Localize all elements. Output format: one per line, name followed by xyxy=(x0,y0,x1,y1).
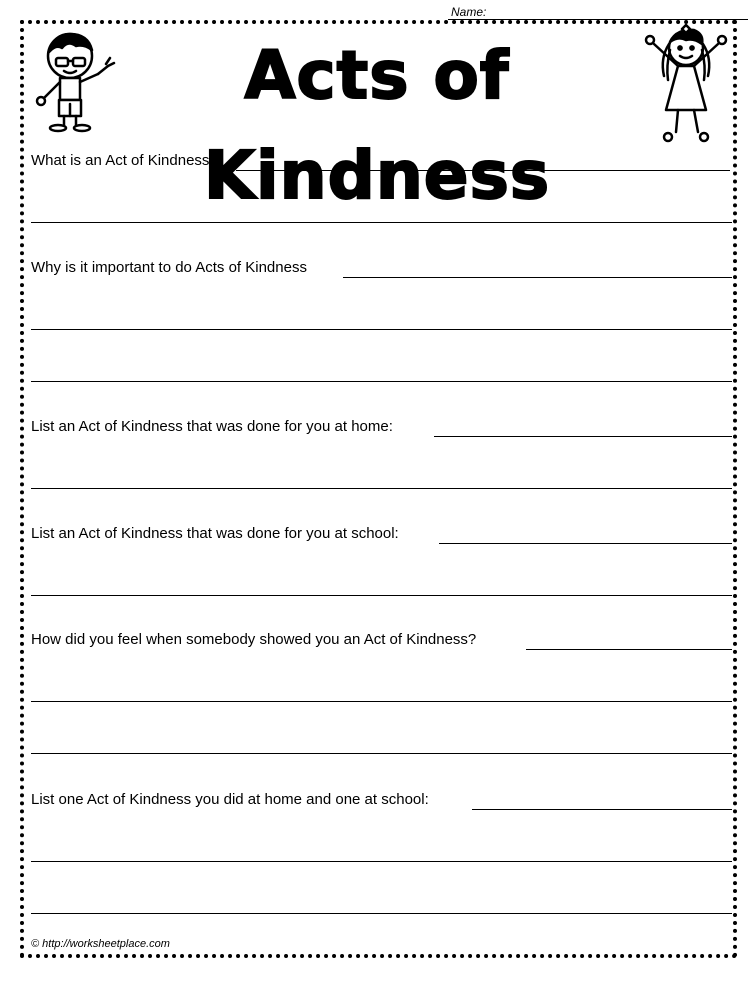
answer-line-5a[interactable] xyxy=(526,649,732,650)
answer-line-5c[interactable] xyxy=(31,753,732,754)
answer-line-2b[interactable] xyxy=(31,329,732,330)
answer-line-6a[interactable] xyxy=(472,809,732,810)
girl-with-pigtails-icon xyxy=(638,24,738,150)
answer-line-3a[interactable] xyxy=(434,436,732,437)
answer-line-1b[interactable] xyxy=(31,222,732,223)
name-label: Name: xyxy=(451,5,487,19)
answer-line-1a[interactable] xyxy=(236,170,730,171)
question-6: List one Act of Kindness you did at home and one at school: xyxy=(31,791,429,808)
answer-line-6b[interactable] xyxy=(31,861,732,862)
question-2: Why is it important to do Acts of Kindness xyxy=(31,259,307,276)
answer-line-6c[interactable] xyxy=(31,913,732,914)
question-4: List an Act of Kindness that was done for you at school: xyxy=(31,525,399,542)
answer-line-4a[interactable] xyxy=(439,543,732,544)
answer-line-2c[interactable] xyxy=(31,381,732,382)
answer-line-3b[interactable] xyxy=(31,488,732,489)
answer-line-2a[interactable] xyxy=(343,277,732,278)
answer-line-4b[interactable] xyxy=(31,595,732,596)
answer-line-5b[interactable] xyxy=(31,701,732,702)
boy-with-glasses-icon xyxy=(26,26,121,134)
question-1: What is an Act of Kindness? xyxy=(31,152,218,169)
question-3: List an Act of Kindness that was done for you at home: xyxy=(31,418,393,435)
copyright-footer: © http://worksheetplace.com xyxy=(31,938,170,950)
question-5: How did you feel when somebody showed you an Act of Kindness? xyxy=(31,631,477,648)
worksheet-title: Acts of Kindness xyxy=(203,37,551,214)
